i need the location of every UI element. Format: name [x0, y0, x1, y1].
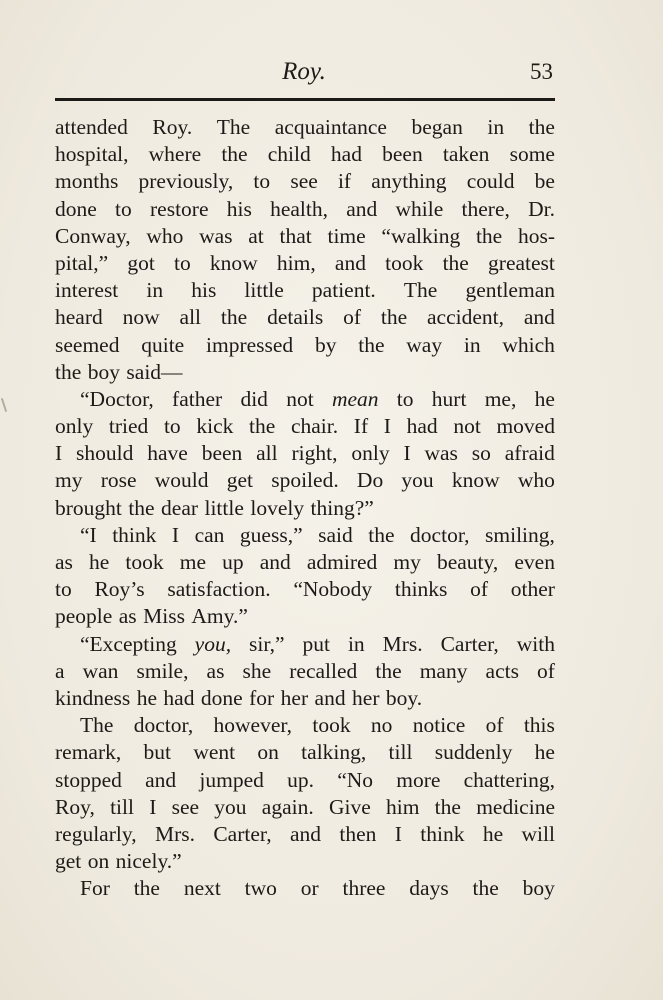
- word: beauty,: [436, 550, 499, 574]
- word: he: [89, 550, 110, 574]
- word: child: [267, 142, 311, 167]
- word: Dr.: [528, 196, 555, 221]
- word: I: [394, 821, 402, 846]
- text-line: [55, 522, 555, 549]
- word: he: [534, 740, 555, 765]
- word: know: [451, 468, 500, 493]
- word: moved: [496, 414, 555, 439]
- text-line: [55, 114, 555, 141]
- word: him: [385, 794, 420, 819]
- word: with: [516, 631, 555, 656]
- word: hospital,: [55, 142, 129, 167]
- word: The: [80, 713, 114, 738]
- word: my: [55, 468, 83, 493]
- text-line: [55, 794, 555, 821]
- word: no: [370, 713, 393, 738]
- word: to: [396, 386, 414, 411]
- word: Conway,: [55, 223, 131, 248]
- word: all: [179, 305, 202, 330]
- word: impressed: [206, 332, 294, 357]
- text-line: [55, 848, 555, 875]
- word: “walking: [381, 223, 461, 248]
- word: sir,”: [249, 631, 285, 656]
- word: next: [183, 876, 221, 901]
- word: and: [145, 767, 177, 792]
- word: Carter,: [440, 631, 499, 656]
- word: attended: [55, 115, 128, 139]
- text-line: [55, 712, 555, 739]
- word: months: [55, 169, 119, 194]
- word: his: [226, 196, 252, 221]
- text-line: [55, 467, 555, 494]
- word: of: [343, 305, 361, 330]
- word: doctor,: [410, 522, 470, 547]
- text-line: [55, 223, 555, 250]
- word: two: [244, 876, 277, 901]
- word: on: [87, 849, 110, 874]
- word: and: [314, 685, 346, 710]
- word: patient.: [311, 278, 376, 303]
- word: heard: [55, 305, 103, 330]
- word: will: [521, 821, 555, 846]
- word: the: [434, 794, 461, 819]
- word: to: [163, 414, 181, 439]
- word: Mrs.: [154, 821, 195, 846]
- word: all: [256, 441, 278, 466]
- word: who: [517, 468, 555, 493]
- word: the: [55, 359, 82, 384]
- word: and: [259, 550, 291, 574]
- word: the: [528, 115, 555, 139]
- word: Amy.”: [191, 604, 248, 629]
- word: of: [470, 577, 489, 602]
- word: the: [442, 250, 469, 275]
- text-line: [55, 549, 555, 576]
- word: on: [257, 740, 279, 765]
- word: as: [55, 550, 73, 574]
- text-line: [55, 277, 555, 304]
- word: regularly,: [55, 821, 137, 846]
- word: got: [127, 250, 155, 275]
- word: anything: [371, 169, 447, 194]
- word: know: [209, 250, 258, 275]
- word: details: [267, 305, 324, 330]
- body-text: [55, 114, 555, 902]
- word: me: [179, 550, 207, 574]
- word: as: [118, 604, 137, 629]
- word: done: [200, 685, 243, 710]
- word: the: [133, 876, 160, 901]
- word: he: [482, 821, 504, 846]
- word: could: [466, 169, 515, 194]
- word: “Doctor,: [80, 386, 154, 411]
- word: Roy’s: [94, 577, 145, 602]
- word: thinks: [394, 577, 448, 602]
- text-line: [55, 631, 555, 658]
- word: the: [475, 223, 503, 248]
- word: and: [346, 196, 378, 221]
- word: spoiled.: [271, 468, 339, 493]
- word: till: [110, 794, 134, 819]
- word: which: [502, 332, 555, 357]
- word: said—: [126, 359, 183, 384]
- word: boy.: [385, 685, 423, 710]
- word: if: [337, 169, 352, 194]
- word: way: [406, 332, 443, 357]
- word: of: [485, 713, 504, 738]
- word: however,: [213, 713, 293, 738]
- word: to: [115, 196, 132, 221]
- text-line: [55, 685, 555, 712]
- word: mean: [331, 386, 379, 411]
- word: notice: [412, 713, 466, 738]
- word: father: [172, 386, 223, 411]
- word: a: [55, 658, 65, 683]
- word: I: [55, 441, 63, 466]
- word: think: [420, 821, 465, 846]
- text-line: [55, 359, 555, 386]
- word: his: [191, 278, 217, 303]
- word: done: [55, 196, 97, 221]
- word: took: [385, 250, 424, 275]
- word: time: [327, 223, 366, 248]
- word: I: [171, 522, 180, 547]
- word: in: [146, 278, 164, 303]
- word: little: [244, 278, 284, 303]
- word: been: [201, 441, 243, 466]
- word: you,: [194, 631, 232, 656]
- word: Miss: [143, 604, 185, 629]
- text-line: [55, 767, 555, 794]
- word: to: [55, 577, 72, 602]
- word: remark,: [55, 740, 122, 765]
- word: not: [453, 414, 481, 439]
- word: she: [242, 658, 272, 683]
- word: Do: [356, 468, 384, 493]
- word: right,: [291, 441, 338, 466]
- word: doctor,: [133, 713, 194, 738]
- word: had: [406, 414, 438, 439]
- word: the: [368, 522, 395, 547]
- word: can: [194, 522, 225, 547]
- word: this: [523, 713, 555, 738]
- word: Mrs.: [382, 631, 423, 656]
- word: acquaintance: [274, 115, 387, 139]
- word: admired: [306, 550, 378, 574]
- word: boy: [522, 876, 555, 901]
- word: her: [280, 685, 309, 710]
- word: by: [314, 332, 337, 357]
- word: the: [220, 305, 248, 330]
- word: “No: [337, 767, 374, 792]
- word: smiling,: [485, 522, 555, 547]
- text-line: [55, 739, 555, 766]
- running-title: Roy.: [282, 58, 326, 85]
- text-line: [55, 168, 555, 195]
- word: you: [214, 794, 247, 819]
- word: “Excepting: [80, 631, 177, 656]
- word: pital,”: [55, 250, 109, 275]
- word: smile,: [136, 658, 189, 683]
- word: my: [393, 550, 421, 574]
- word: was: [424, 441, 458, 466]
- word: If: [353, 414, 369, 439]
- word: till: [388, 740, 413, 765]
- word: “Nobody: [293, 577, 373, 602]
- word: or: [300, 876, 319, 901]
- word: get: [226, 468, 253, 493]
- word: there,: [461, 196, 510, 221]
- word: I: [383, 414, 391, 439]
- word: while: [395, 196, 444, 221]
- word: other: [510, 577, 555, 602]
- word: jumped: [199, 767, 264, 792]
- text-line: [55, 250, 555, 277]
- word: in: [487, 115, 505, 139]
- word: again.: [261, 794, 314, 819]
- word: stopped: [55, 767, 122, 792]
- word: now: [122, 305, 160, 330]
- word: the: [472, 876, 499, 901]
- word: wan: [82, 658, 119, 683]
- word: three: [342, 876, 386, 901]
- word: rose: [100, 468, 137, 493]
- text-line: [55, 603, 555, 630]
- text-line: [55, 304, 555, 331]
- word: be: [534, 169, 555, 194]
- word: did: [240, 386, 268, 411]
- word: me,: [484, 386, 517, 411]
- word: “I: [80, 522, 97, 547]
- word: to: [174, 250, 191, 275]
- text-line: [55, 821, 555, 848]
- word: the: [375, 658, 402, 683]
- word: recalled: [289, 658, 358, 683]
- word: suddenly: [434, 740, 513, 765]
- word: get: [55, 849, 82, 874]
- word: tried: [108, 414, 149, 439]
- text-line: [55, 196, 555, 223]
- text-line: [55, 141, 555, 168]
- word: gentleman: [465, 278, 555, 303]
- word: not: [286, 386, 314, 411]
- word: should: [76, 441, 134, 466]
- text-line: [55, 386, 555, 413]
- word: in: [463, 332, 481, 357]
- word: people: [55, 604, 113, 629]
- text-line: [55, 495, 555, 522]
- word: interest: [55, 278, 119, 303]
- word: The: [403, 278, 438, 303]
- word: quite: [141, 332, 185, 357]
- word: so: [471, 441, 491, 466]
- word: then: [339, 821, 377, 846]
- word: days: [409, 876, 449, 901]
- word: in: [347, 631, 365, 656]
- word: think: [112, 522, 157, 547]
- word: medicine: [476, 794, 555, 819]
- word: where: [148, 142, 202, 167]
- word: to: [253, 169, 271, 194]
- word: and: [523, 305, 555, 330]
- word: seemed: [55, 332, 120, 357]
- word: many: [419, 658, 468, 683]
- word: hurt: [431, 386, 467, 411]
- word: and: [289, 821, 321, 846]
- word: lovely: [250, 495, 305, 520]
- word: restore: [150, 196, 209, 221]
- word: afraid: [504, 441, 555, 466]
- word: The: [216, 115, 251, 139]
- page-number: 53: [530, 59, 553, 84]
- word: hos-: [517, 223, 555, 248]
- word: of: [537, 658, 555, 683]
- word: for: [249, 685, 275, 710]
- word: even: [514, 550, 555, 574]
- word: he: [534, 386, 555, 411]
- word: nicely.”: [115, 849, 182, 874]
- word: greatest: [488, 250, 555, 275]
- word: accident,: [427, 305, 505, 330]
- word: I: [403, 441, 411, 466]
- word: up: [222, 550, 244, 574]
- word: kindness: [55, 685, 131, 710]
- word: up.: [287, 767, 314, 792]
- word: took: [312, 713, 351, 738]
- word: For: [80, 876, 110, 901]
- word: had: [330, 142, 362, 167]
- word: the: [380, 305, 408, 330]
- word: chair.: [290, 414, 339, 439]
- text-line: [55, 440, 555, 467]
- word: dear: [161, 495, 199, 520]
- word: but: [143, 740, 172, 765]
- word: have: [147, 441, 188, 466]
- word: I: [149, 794, 157, 819]
- word: more: [396, 767, 441, 792]
- word: taken: [442, 142, 490, 167]
- word: kick: [196, 414, 234, 439]
- word: little: [204, 495, 244, 520]
- word: began: [411, 115, 463, 139]
- word: you: [401, 468, 434, 493]
- word: he: [136, 685, 157, 710]
- word: who: [146, 223, 184, 248]
- word: had: [163, 685, 195, 710]
- word: that: [279, 223, 312, 248]
- word: boy: [87, 359, 120, 384]
- text-line: [55, 413, 555, 440]
- word: Carter,: [213, 821, 272, 846]
- header-rule: [55, 98, 555, 101]
- word: took: [125, 550, 164, 574]
- word: him,: [276, 250, 316, 275]
- text-line: [55, 658, 555, 685]
- word: Roy.: [152, 115, 193, 139]
- text-line: [55, 875, 555, 902]
- word: as: [206, 658, 225, 683]
- word: the: [221, 142, 248, 167]
- word: only: [351, 441, 390, 466]
- word: her: [352, 685, 380, 710]
- word: brought: [55, 495, 122, 520]
- word: the: [128, 495, 155, 520]
- word: thing?”: [310, 495, 374, 520]
- word: see: [171, 794, 200, 819]
- word: been: [382, 142, 423, 167]
- word: satisfaction.: [167, 577, 271, 602]
- word: chattering,: [463, 767, 555, 792]
- word: only: [55, 414, 94, 439]
- word: Roy,: [55, 794, 95, 819]
- word: said: [318, 522, 353, 547]
- text-line: [55, 576, 555, 603]
- word: the: [249, 414, 276, 439]
- page-header: [55, 56, 553, 92]
- word: acts: [485, 658, 519, 683]
- margin-mark: [1, 398, 7, 412]
- word: previously,: [138, 169, 234, 194]
- word: was: [199, 223, 233, 248]
- word: went: [193, 740, 236, 765]
- word: would: [154, 468, 209, 493]
- word: some: [509, 142, 555, 167]
- word: guess,”: [239, 522, 303, 547]
- text-line: [55, 332, 555, 359]
- word: see: [290, 169, 318, 194]
- word: put: [302, 631, 330, 656]
- word: health,: [270, 196, 328, 221]
- word: Give: [328, 794, 371, 819]
- word: at: [248, 223, 264, 248]
- word: the: [358, 332, 385, 357]
- word: talking,: [301, 740, 367, 765]
- word: and: [334, 250, 366, 275]
